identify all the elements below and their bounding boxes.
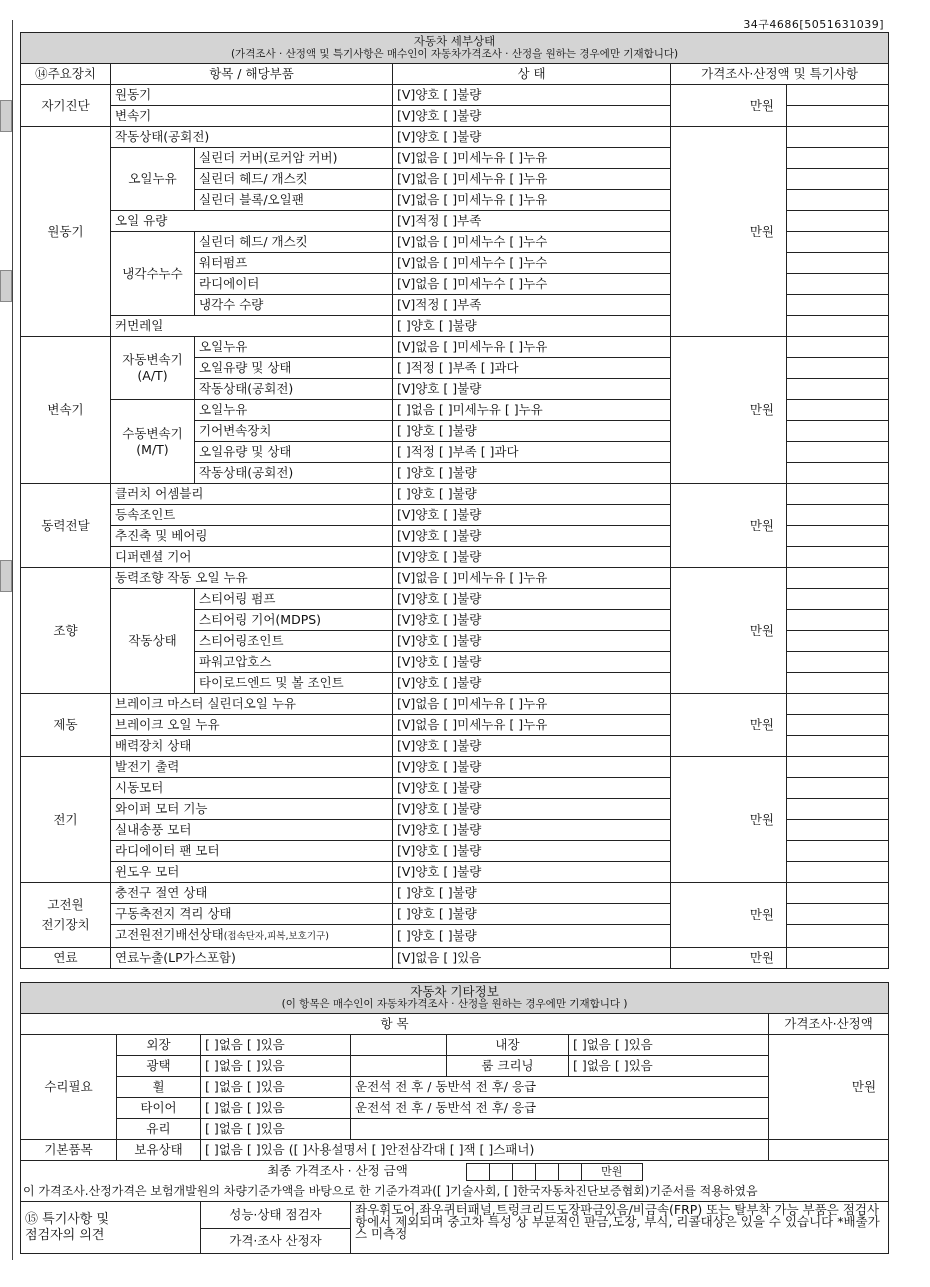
status-value[interactable]: [V]없음 [ ]미세누유 [ ]누유 [393, 148, 671, 169]
item-label: 실내송풍 모터 [111, 820, 393, 841]
other-col-item: 항 목 [21, 1014, 769, 1035]
status-value[interactable]: [ ]양호 [ ]불량 [393, 484, 671, 505]
item-label: 오일유량 및 상태 [195, 358, 393, 379]
item-label: 발전기 출력 [111, 757, 393, 778]
final-price-row [21, 1161, 889, 1182]
blank-cell [351, 1056, 447, 1077]
status-value[interactable]: [V]양호 [ ]불량 [393, 505, 671, 526]
section-brake: 제동 [21, 694, 111, 757]
status-value[interactable]: [V]없음 [ ]미세누수 [ ]누수 [393, 253, 671, 274]
item-label: 윈도우 모터 [111, 862, 393, 883]
subgroup-steer-operation: 작동상태 [111, 589, 195, 694]
gloss-status[interactable]: [ ]없음 [ ]있음 [201, 1056, 351, 1077]
price-unit: 만원 [671, 948, 787, 969]
item-label: 파워고압호스 [195, 652, 393, 673]
status-value[interactable]: [V]양호 [ ]불량 [393, 736, 671, 757]
price-note-line[interactable] [787, 820, 889, 841]
item-label: 원동기 [111, 85, 393, 106]
price-note-line[interactable] [787, 232, 889, 253]
item-label: 연료누출(LP가스포함) [111, 948, 393, 969]
price-unit: 만원 [671, 85, 787, 127]
price-note-line[interactable] [787, 631, 889, 652]
item-label: 배력장치 상태 [111, 736, 393, 757]
price-note-line[interactable] [787, 736, 889, 757]
item-label-main: 고전원전기배선상태 [115, 927, 224, 942]
tire-status[interactable]: [ ]없음 [ ]있음 [201, 1098, 351, 1119]
blank-cell [351, 1119, 769, 1140]
price-note-line[interactable] [787, 610, 889, 631]
status-value[interactable]: [V]양호 [ ]불량 [393, 841, 671, 862]
other-col-price: 가격조사·산정액 [769, 1014, 889, 1035]
status-value[interactable]: [ ]양호 [ ]불량 [393, 925, 671, 948]
item-label: 타이로드엔드 및 볼 조인트 [195, 673, 393, 694]
item-label: 워터펌프 [195, 253, 393, 274]
item-label: 시동모터 [111, 778, 393, 799]
item-label: 실린더 헤드/ 개스킷 [195, 232, 393, 253]
price-note-line[interactable] [787, 883, 889, 904]
price-note-line[interactable] [787, 358, 889, 379]
status-value[interactable]: [ ]양호 [ ]불량 [393, 904, 671, 925]
special-notes-label: ⑮ 특기사항 및 점검자의 의견 [21, 1202, 201, 1254]
blank-cell [351, 1035, 447, 1056]
hold-status-label: 보유상태 [117, 1140, 201, 1161]
status-value[interactable]: [V]양호 [ ]불량 [393, 652, 671, 673]
status-value[interactable]: [V]양호 [ ]불량 [393, 799, 671, 820]
special-notes-text: 좌우휘도어,좌우퀴터패널,트렁크리드도장판금있음/비금속(FRP) 또는 탈부착 가능 부품은 점검사항에서 제외되며 중고차 특성 상 부분적인 판금,도장, 부식, 리콜대상은 있을 수 있습니다 *배출가스 미측정 [351, 1202, 889, 1254]
margin-tab [0, 100, 12, 132]
status-value[interactable]: [V]양호 [ ]불량 [393, 379, 671, 400]
price-note-line[interactable] [787, 484, 889, 505]
item-label: 오일누유 [195, 400, 393, 421]
price-note-line[interactable] [787, 148, 889, 169]
price-note-line[interactable] [787, 106, 889, 127]
status-value[interactable]: [ ]양호 [ ]불량 [393, 463, 671, 484]
price-note-line[interactable] [787, 547, 889, 568]
item-label: 오일누유 [195, 337, 393, 358]
item-label: 냉각수 수량 [195, 295, 393, 316]
status-value[interactable]: [ ]적정 [ ]부족 [ ]과다 [393, 442, 671, 463]
status-value[interactable]: [V]없음 [ ]미세누유 [ ]누유 [393, 190, 671, 211]
price-note-line[interactable] [787, 127, 889, 148]
status-value[interactable]: [V]양호 [ ]불량 [393, 85, 671, 106]
status-value[interactable]: [V]적정 [ ]부족 [393, 211, 671, 232]
margin-tab [0, 560, 12, 592]
gloss-label: 광택 [117, 1056, 201, 1077]
item-label: 기어변속장치 [195, 421, 393, 442]
price-note-line[interactable] [787, 400, 889, 421]
price-unit: 만원 [671, 694, 787, 757]
other-price-unit: 만원 [769, 1035, 889, 1140]
item-label: 등속조인트 [111, 505, 393, 526]
price-note-line[interactable] [787, 568, 889, 589]
price-note-line[interactable] [787, 652, 889, 673]
status-value[interactable]: [V]양호 [ ]불량 [393, 862, 671, 883]
interior-status[interactable]: [ ]없음 [ ]있음 [569, 1035, 769, 1056]
price-note-line[interactable] [787, 778, 889, 799]
price-unit: 만원 [671, 484, 787, 568]
inspector-label: 성능·상태 점검자 [201, 1202, 351, 1229]
item-label: 브레이크 마스터 실린더오일 누유 [111, 694, 393, 715]
room-cleaning-status[interactable]: [ ]없음 [ ]있음 [569, 1056, 769, 1077]
subgroup-auto-trans: 자동변속기 (A/T) [111, 337, 195, 400]
item-label: 작동상태(공회전) [111, 127, 393, 148]
col-header-status: 상 태 [393, 64, 671, 85]
status-value[interactable]: [V]없음 [ ]미세누유 [ ]누유 [393, 715, 671, 736]
item-label: 실린더 헤드/ 개스킷 [195, 169, 393, 190]
item-label: 실린더 커버(로커암 커버) [195, 148, 393, 169]
wheel-position[interactable]: 운전석 전 후 / 동반석 전 후/ 응급 [351, 1077, 769, 1098]
price-note-line[interactable] [787, 274, 889, 295]
status-value[interactable]: [V]양호 [ ]불량 [393, 127, 671, 148]
repair-needed-label: 수리필요 [21, 1035, 117, 1140]
digit-box[interactable] [466, 1163, 490, 1181]
col-header-price: 가격조사·산정액 및 특기사항 [671, 64, 889, 85]
status-value[interactable]: [V]양호 [ ]불량 [393, 778, 671, 799]
item-label: 추진축 및 베어링 [111, 526, 393, 547]
item-label: 스티어링 펌프 [195, 589, 393, 610]
section-note: (가격조사 · 산정액 및 특기사항은 매수인이 자동차가격조사 · 산정을 원하는 경우에만 기재합니다) [230, 48, 679, 60]
price-note-line[interactable] [787, 337, 889, 358]
other-info-table [20, 982, 889, 1254]
item-label: 작동상태(공회전) [195, 379, 393, 400]
wheel-label: 휠 [117, 1077, 201, 1098]
exterior-status[interactable]: [ ]없음 [ ]있음 [201, 1035, 351, 1056]
price-note-line[interactable] [787, 253, 889, 274]
status-value[interactable]: [ ]없음 [ ]미세누유 [ ]누유 [393, 400, 671, 421]
price-note-line[interactable] [787, 505, 889, 526]
price-note-line[interactable] [787, 295, 889, 316]
item-label: 디퍼렌셜 기어 [111, 547, 393, 568]
item-label: 오일유량 및 상태 [195, 442, 393, 463]
item-label: 스티어링조인트 [195, 631, 393, 652]
item-label: 브레이크 오일 누유 [111, 715, 393, 736]
price-note-line[interactable] [787, 379, 889, 400]
final-price-label: 최종 가격조사 · 산정 금액 [267, 1163, 408, 1178]
price-note-line[interactable] [787, 463, 889, 484]
other-info-title: 자동차 기타정보 [410, 984, 499, 999]
price-note-line[interactable] [787, 694, 889, 715]
exterior-label: 외장 [117, 1035, 201, 1056]
document-number: 34구4686[5051631039] [743, 18, 884, 31]
item-label: 실린더 블록/오일팬 [195, 190, 393, 211]
price-note-line[interactable] [787, 421, 889, 442]
glass-status[interactable]: [ ]없음 [ ]있음 [201, 1119, 351, 1140]
status-value[interactable]: [ ]적정 [ ]부족 [ ]과다 [393, 358, 671, 379]
status-value[interactable]: [V]양호 [ ]불량 [393, 589, 671, 610]
digit-box[interactable] [535, 1163, 559, 1181]
price-note-line[interactable] [787, 85, 889, 106]
other-info-note: (이 항목은 매수인이 자동차가격조사 · 산정을 원하는 경우에만 기재합니다 ) [281, 998, 628, 1010]
col-header-item: 항목 / 해당부품 [111, 64, 393, 85]
vehicle-detail-table [20, 32, 889, 969]
digit-box[interactable] [489, 1163, 513, 1181]
price-unit: 만원 [671, 127, 787, 337]
blank-cell [769, 1140, 889, 1161]
price-note-line[interactable] [787, 169, 889, 190]
price-note-line[interactable] [787, 673, 889, 694]
digit-box[interactable] [512, 1163, 536, 1181]
section-power-transfer: 동력전달 [21, 484, 111, 568]
price-unit: 만원 [671, 883, 787, 948]
section-selfdiag: 자기진단 [21, 85, 111, 127]
status-value[interactable]: [ ]양호 [ ]불량 [393, 883, 671, 904]
digit-box[interactable] [558, 1163, 582, 1181]
price-note-line[interactable] [787, 925, 889, 948]
price-note-line[interactable] [787, 799, 889, 820]
price-unit: 만원 [671, 337, 787, 484]
section-steering: 조향 [21, 568, 111, 694]
item-label [111, 925, 393, 948]
final-price-unit: 만원 [581, 1163, 643, 1181]
section-fuel: 연료 [21, 948, 111, 969]
item-label-note: (접속단자,피복,보호기구) [223, 931, 329, 942]
item-label: 라디에이터 [195, 274, 393, 295]
subgroup-coolant: 냉각수누수 [111, 232, 195, 316]
status-value[interactable]: [ ]양호 [ ]불량 [393, 421, 671, 442]
status-value[interactable]: [V]없음 [ ]있음 [393, 948, 671, 969]
section-high-voltage: 고전원 전기장치 [21, 883, 111, 948]
interior-label: 내장 [447, 1035, 569, 1056]
other-info-header [21, 983, 889, 1014]
item-label: 클러치 어셈블리 [111, 484, 393, 505]
item-label: 변속기 [111, 106, 393, 127]
status-value[interactable]: [V]없음 [ ]미세누수 [ ]누수 [393, 274, 671, 295]
tire-label: 타이어 [117, 1098, 201, 1119]
price-note-line[interactable] [787, 948, 889, 969]
status-value[interactable]: [V]양호 [ ]불량 [393, 631, 671, 652]
status-value[interactable]: [V]양호 [ ]불량 [393, 610, 671, 631]
item-label: 와이퍼 모터 기능 [111, 799, 393, 820]
price-note-line[interactable] [787, 589, 889, 610]
price-note-line[interactable] [787, 190, 889, 211]
basic-items-status[interactable]: [ ]없음 [ ]있음 ([ ]사용설명서 [ ]안전삼각대 [ ]잭 [ ]스패너) [201, 1140, 769, 1161]
col-header-device: ⑭주요장치 [21, 64, 111, 85]
item-label: 커먼레일 [111, 316, 393, 337]
status-value[interactable]: [V]양호 [ ]불량 [393, 526, 671, 547]
status-value[interactable]: [V]없음 [ ]미세누유 [ ]누유 [393, 169, 671, 190]
price-unit: 만원 [671, 757, 787, 883]
section-engine: 원동기 [21, 127, 111, 337]
item-label: 작동상태(공회전) [195, 463, 393, 484]
item-label: 충전구 절연 상태 [111, 883, 393, 904]
room-cleaning-label: 룸 크리닝 [447, 1056, 569, 1077]
status-value[interactable]: [V]양호 [ ]불량 [393, 757, 671, 778]
subgroup-oil-leak: 오일누유 [111, 148, 195, 211]
status-value[interactable]: [V]없음 [ ]미세누유 [ ]누유 [393, 694, 671, 715]
price-note-line[interactable] [787, 862, 889, 883]
status-value[interactable]: [ ]양호 [ ]불량 [393, 316, 671, 337]
status-value[interactable]: [V]양호 [ ]불량 [393, 106, 671, 127]
margin-tab [0, 270, 12, 302]
section-header [21, 33, 889, 64]
status-value[interactable]: [V]적정 [ ]부족 [393, 295, 671, 316]
item-label: 오일 유량 [111, 211, 393, 232]
glass-label: 유리 [117, 1119, 201, 1140]
subgroup-manual-trans: 수동변속기 (M/T) [111, 400, 195, 484]
section-title: 자동차 세부상태 [413, 34, 496, 48]
price-note-line[interactable] [787, 841, 889, 862]
price-note-line[interactable] [787, 211, 889, 232]
item-label: 라디에이터 팬 모터 [111, 841, 393, 862]
price-note-line[interactable] [787, 316, 889, 337]
status-value[interactable]: [V]없음 [ ]미세누유 [ ]누유 [393, 568, 671, 589]
item-label: 스티어링 기어(MDPS) [195, 610, 393, 631]
status-value[interactable]: [V]없음 [ ]미세누유 [ ]누유 [393, 337, 671, 358]
price-note-line[interactable] [787, 757, 889, 778]
item-label: 동력조향 작동 오일 누유 [111, 568, 393, 589]
tire-position[interactable]: 운전석 전 후 / 동반석 전 후/ 응급 [351, 1098, 769, 1119]
item-label: 구동축전지 격리 상태 [111, 904, 393, 925]
price-note-line[interactable] [787, 904, 889, 925]
basic-items-label: 기본품목 [21, 1140, 117, 1161]
status-value[interactable]: [V]양호 [ ]불량 [393, 673, 671, 694]
status-value[interactable]: [V]양호 [ ]불량 [393, 820, 671, 841]
section-transmission: 변속기 [21, 337, 111, 484]
price-unit: 만원 [671, 568, 787, 694]
price-note-line[interactable] [787, 442, 889, 463]
appraiser-label: 가격·조사 산정자 [201, 1229, 351, 1254]
price-basis: 이 가격조사.산정가격은 보험개발원의 차량기준가액을 바탕으로 한 기준가격과([ ]기술사회, [ ]한국자동차진단보증협회)기준서를 적용하였음 [21, 1181, 889, 1202]
left-margin-strip [0, 20, 13, 1260]
status-value[interactable]: [V]없음 [ ]미세누수 [ ]누수 [393, 232, 671, 253]
wheel-status[interactable]: [ ]없음 [ ]있음 [201, 1077, 351, 1098]
status-value[interactable]: [V]양호 [ ]불량 [393, 547, 671, 568]
section-electrical: 전기 [21, 757, 111, 883]
price-note-line[interactable] [787, 715, 889, 736]
price-note-line[interactable] [787, 526, 889, 547]
